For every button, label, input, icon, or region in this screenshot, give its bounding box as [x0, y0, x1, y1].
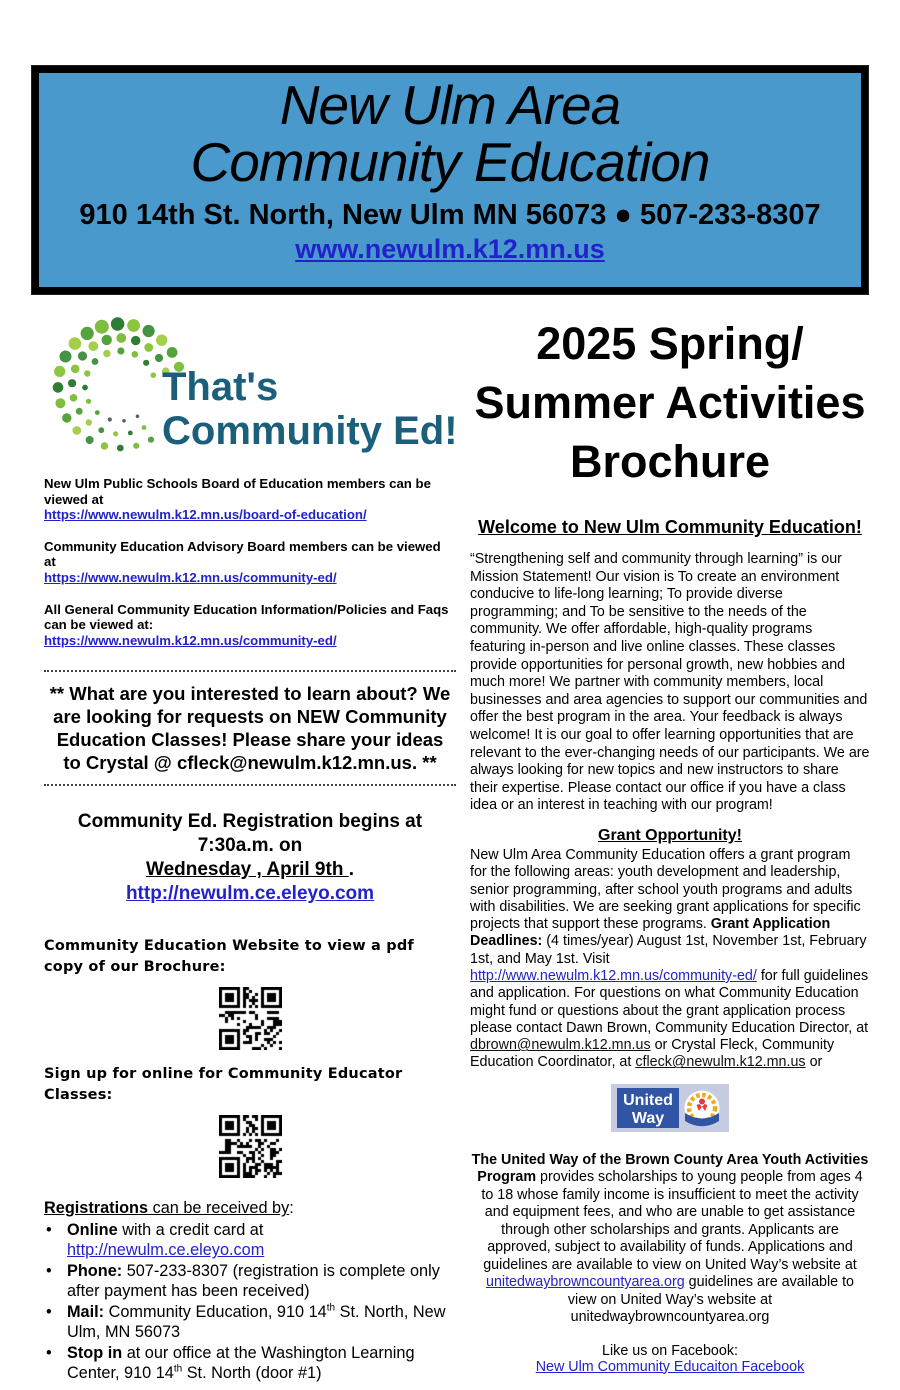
org-address: 910 14th St. North, New Ulm MN 56073 ● 507-233-8307 [79, 199, 821, 231]
class-ideas-callout: ** What are you interested to learn about? We are looking for requests on NEW Community Education Classes! Please share your ideas to Crystal @ cfleck@newulm.k12.mn.us. ** [44, 670, 456, 786]
bullet-icon: • [46, 1220, 52, 1239]
brochure-title: 2025 Spring/ Summer Activities Brochure [474, 318, 866, 487]
registration-opening-heading: Community Ed. Registration begins at 7:30a.m. on Wednesday , April 9th . http://newulm.ce.eleyo.com [77, 811, 423, 905]
facebook-label: Like us on Facebook: [602, 1342, 738, 1359]
registration-method-online: • Online with a credit card at http://newulm.ce.eleyo.com [46, 1220, 265, 1260]
board-info-link[interactable]: https://www.newulm.k12.mn.us/board-of-education/ [44, 507, 367, 523]
eleyo-link[interactable]: http://newulm.ce.eleyo.com [125, 883, 375, 905]
content-columns [0, 294, 900, 1384]
bullet-icon: • [46, 1261, 52, 1280]
registration-method-stopin: • Stop in at our office at the Washington Learning Center, 910 14th St. North (door #1) [46, 1343, 415, 1383]
bullet-icon: • [46, 1302, 52, 1321]
advisory-info-link[interactable]: https://www.newulm.k12.mn.us/community-ed/ [44, 569, 337, 585]
advisory-info-block [44, 539, 456, 586]
website-qr-label: Community Education Website to view a pdf copy of our Brochure: [44, 938, 414, 976]
registration-methods [44, 1198, 456, 1384]
welcome-heading: Welcome to New Ulm Community Education! [478, 517, 862, 537]
org-title-line1: New Ulm Area [279, 74, 621, 136]
board-info-text: New Ulm Public Schools Board of Education members can be viewed at [44, 476, 431, 507]
cfleck-email-link[interactable]: cfleck@newulm.k12.mn.us [635, 1054, 806, 1071]
registration-methods-title: Registrations can be received by: [44, 1199, 294, 1218]
registration-date: Wednesday , April 9th [146, 859, 349, 881]
uw-person-icon [699, 1098, 705, 1104]
brochure-qr-code [219, 987, 282, 1050]
policies-info-block [44, 602, 456, 649]
uw-text-line2: Way [631, 1109, 665, 1127]
grant-paragraph: New Ulm Area Community Education offers a grant program for the following areas: youth development and leadership, senior programming, after school youth programs and adults with disabilities. We are seeking grant applications for specific projects that support these programs. Grant Application Deadlines: (4 times/year) August 1st, November 1st, February 1st, and May 1st. Visit http://www.newulm.k12.mn.us/community-ed/ for full guidelines and application. For questions on what Community Education might fund or questions about the grant application process please contact Dawn Brown, Community Education Director, at dbrown@newulm.k12.mn.us or Crystal Fleck, Community Education Coordinator, at cfleck@newulm.k12.mn.us or [470, 846, 869, 1071]
registration-opening-text: Community Ed. Registration begins at 7:30a.m. on [77, 811, 423, 857]
signup-qr-label: Sign up for online for Community Educator Classes: [44, 1066, 403, 1104]
registration-method-phone: • Phone: 507-233-8307 (registration is complete only after payment has been received) [46, 1261, 440, 1301]
facebook-page-link[interactable]: New Ulm Community Educaiton Facebook [535, 1358, 805, 1375]
grant-guidelines-link[interactable]: http://www.newulm.k12.mn.us/community-ed/ [470, 967, 757, 984]
united-way-paragraph: The United Way of the Brown County Area Youth Activities Program provides scholarships to young people from ages 4 to 18 whose family income is insufficient to meet the activity and equipment fees, and who are unable to get assistance through other scholarships and grants. Applicants are approved, subject to availability of funds. Applications and guidelines are available to view on United Way’s website at unitedwaybrowncountyarea.org guidelines are available to view on United Way’s website at unitedwaybrowncountyarea.org [471, 1151, 869, 1326]
logo-text-line1: That's [162, 365, 279, 409]
policies-info-link[interactable]: https://www.newulm.k12.mn.us/community-ed/ [44, 632, 337, 648]
unitedway-website-link[interactable]: unitedwaybrowncountyarea.org [486, 1274, 685, 1291]
header-banner [32, 66, 868, 294]
registration-method-mail: • Mail: Community Education, 910 14th St. North, New Ulm, MN 56073 [46, 1302, 446, 1342]
policies-info-text: All General Community Education Information/Policies and Faqs can be viewed at: [44, 601, 449, 633]
left-column [44, 308, 456, 1384]
board-info-block [44, 476, 456, 523]
online-registration-link[interactable]: http://newulm.ce.eleyo.com [67, 1241, 265, 1260]
advisory-info-text: Community Education Advisory Board members can be viewed at [44, 538, 441, 570]
org-title-line2: Community Education [190, 131, 710, 193]
community-ed-logo [44, 308, 456, 470]
right-column [470, 308, 870, 1384]
signup-qr-code [219, 1115, 282, 1178]
logo-text-line2: Community Ed! [162, 409, 456, 453]
dbrown-email-link[interactable]: dbrown@newulm.k12.mn.us [470, 1037, 651, 1054]
uw-text-line1: United [623, 1091, 673, 1109]
grant-heading: Grant Opportunity! [598, 826, 742, 844]
united-way-logo [611, 1084, 729, 1132]
org-website-link[interactable]: www.newulm.k12.mn.us [295, 234, 605, 264]
bullet-icon: • [46, 1343, 52, 1362]
welcome-paragraph: “Strengthening self and community through learning” is our Mission Statement! Our vision is To create an environment conducive to life-long learning; To provide diverse programming; and To be sensitive to the needs of the community. We offer affordable, high-quality programs featuring in-person and live online classes. These classes provide opportunities for personal growth, new hobbies and much more! We partner with community members, local businesses and area agencies to support our communities and offer the best program in the area. Your feedback is always welcome! It is our goal to offer learning opportunities that are relevant to the ever-changing needs of our participants. We are always looking for new topics and new instructors to share their expertise. Please contact our office if you have a class idea or an interest in teaching with our program! [470, 551, 870, 814]
